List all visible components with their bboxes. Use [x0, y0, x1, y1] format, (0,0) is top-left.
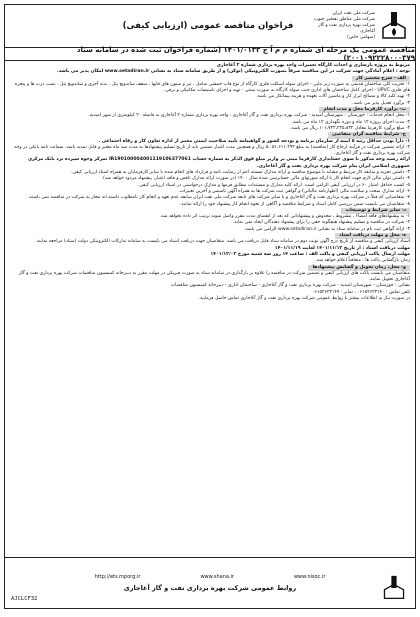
org-name	[313, 11, 375, 41]
paragraph: ۱- دارا بودن حداقل رتبه ۵ ابنیه از سازمان برنامه و بودجه کشور و گواهینامه تأیید صلاحیت ایمنی معتبر از اداره تعاون کار و رفاه اجتماعی .	[98, 138, 410, 144]
paragraph: متقاضیان می بایست پاکت های ارزیابی کیفی و تضمین شرکت در مناقصه را علاوه بر بارگذاری در سامانه ستاد به صورت فیزیکی در مهلت مقرر به دبیرخانه کمیسیون مناقصات شرکت بهره برداری نفت و گاز آغاجاری تحویل نمایند.	[18, 270, 410, 283]
paragraph: ۳- برآورد تعدیل پذیر می باشد.	[352, 100, 410, 106]
paragraph: ۲- شرکت در مناقصه و تسلیم پیشنهاد هیچگونه حقی را برای پیشنهاد دهندگان ایجاد نمی نماید.	[232, 220, 410, 226]
paragraph: ۲- تهیه کلیه کالا و مصالح ابزار کار و ماشین آلات بعهده و هزینه پیمانکار می باشد.	[256, 94, 410, 100]
paragraph: ۳- داشتن تجربه و سابقه کار مرتبط و مشابه با موضوع مناقصه و ارائه مدارک مستند اعم از رضایت نامه و قرارداد های انجام شده با سایر کارفرمایان به همراه اسناد ارزیابی کیفی.	[70, 170, 410, 176]
org-line: شرکت ملی نفت ایران	[332, 11, 375, 16]
footer	[5, 557, 415, 608]
paragraph: توجه : اعلام آمادگی جهت شرکت در این مناقصه صرفاً بصورت الکترونیکی (توکن) و از طریق سامانه ستاد به نشانی www.setadiran.ir امکان پذیر می باشد.	[56, 69, 410, 75]
paragraph: ۸- متقاضیان می بایست ضمن بررسی کامل اسناد و شرایط مناقصه و آگاهی از نحوه انجام کار پیشنهاد خود را ارائه نمایند.	[179, 201, 410, 207]
oil-company-logo-icon	[379, 10, 409, 42]
section-heading: د- سایر شرایط و توضیحات	[341, 208, 410, 214]
paragraph: ۲- ارائه تضمین شرکت در فرآیند ارجاع کار (مناقصه) به مبلغ ۵،۰۵۱،۶۱۱،۲۹۲ ریال و همچنین مدت اعتبار تضمین باید از تاریخ تسلیم پیشنهادها به مدت سه ماه معتبر و قابل تمدید باشد. ضمانت نامه بانکی در وجه شرکت بهره برداری نفت و گاز آغاجاری.	[14, 144, 410, 157]
paragraph: مربوط به پروژه بازسازی و احداث کارگاه تعمیرات واحد بهره برداری شماره ۲ آغاجاری	[216, 63, 410, 68]
paragraph: مهلت دریافت اسناد : از تاریخ ۱۴۰۱/۱۱/۱۲ لغایت ۱۴۰۱/۱۱/۱۹	[274, 245, 410, 251]
footer-links	[95, 574, 326, 580]
paragraph: زمان بازگشایی پاکت ها : متعاقباً اعلام خواهد شد.	[315, 258, 410, 264]
paragraph: ۱- محل انجام خدمات : خوزستان - شهرستان امیدیه - شرکت بهره برداری نفت و گاز آغاجاری ، واحد بهره برداری شماره ۲ آغاجاری به فاصله ۲۰ کیلومتری از شهر امیدیه.	[88, 113, 410, 119]
org-line: (سهامی خاص)	[347, 35, 375, 40]
paragraph: در صورت نیاز به اطلاعات بیشتر با روابط عمومی شرکت بهره برداری نفت و گاز آغاجاری تماس حاصل فرمایید.	[198, 295, 410, 301]
paragraph: ۱- به پیشنهادهای فاقد امضاء ، مشروط ، مخدوش و پیشنهاداتی که بعد از انقضای مدت مقرر واصل شوند ترتیب اثر داده نخواهد شد.	[159, 214, 410, 220]
paragraph: ۷- متقاضیانی که قبلاً در شرکت بهره برداری نفت و گاز آغاجاری و یا سایر شرکت های تابعه شرکت ملی نفت ایران سابقه عدم تعهد و انجام کار نامطلوب داشته اند مجاز به شرکت در مناقصه نمی باشند.	[27, 195, 410, 201]
paragraph: ۳- ارائه گواهی ثبت نام در سامانه ستاد به نشانی www.setadiran.ir الزامی می باشد.	[244, 226, 410, 232]
paragraph: ۴- داشتن توان مالی لازم جهت انجام کار با ارائه صورتهای مالی حسابرسی شده سال ۱۴۰۰ (در صورت ارائه مدارک ناقص و فاقد اعتبار، پیشنهاد مردود خواهد شد).	[101, 176, 410, 182]
tender-notice	[4, 4, 416, 609]
paragraph: مهلت ارسال پاکت ارزیابی کیفی و پاکت الف : ساعت ۱۴ روز سه شنبه مورخ ۱۴۰۱/۱۲/۰۲	[210, 251, 410, 257]
oil-company-logo-icon	[381, 574, 407, 602]
company-logo	[313, 10, 409, 42]
paragraph: ارائه رسید وجه مذکور با سوی حسابداری کارفرما مبنی بر واریز مبلغ فوق الذکر به شماره حساب IR190100004001119106377061 تمرکز وجوه سپرده نزد بانک مرکزی جمهوری اسلامی ایران بنام شرکت بهره برداری نفت و گاز آغاجاری.	[27, 157, 410, 169]
notice-subtitle: مناقصه عمومی یک مرحله ای شماره م م آ ج ۱۴۰۱/۰۱۳۳ (شماره فراخوان ثبت شده در سامانه ستاد ۲۰۰۱۰۹۲۲۲۸۰۰۰۳۷۹)	[5, 48, 415, 61]
org-line: شرکت ملی مناطق نفتخیز جنوب	[314, 17, 375, 22]
paragraph: ۲- مدت اجرای پروژه ۱۲ ماه و دوره نگهداری ۱۲ ماه می باشد.	[291, 119, 410, 125]
header	[5, 5, 415, 48]
paragraph: اسناد ارزیابی کیفی و مناقصه از تاریخ درج آگهی نوبت دوم در سامانه ستاد قابل دریافت می باشد. متقاضیان جهت دریافت اسناد می بایست به سامانه تدارکات الکترونیکی دولت (ستاد) مراجعه نمایند.	[35, 239, 410, 245]
paragraph: نشانی : خوزستان - شهرستان امیدیه - شرکت بهره برداری نفت و گاز آغاجاری - ساختمان اداری - دبیرخانه کمیسیون مناقصات	[170, 283, 410, 289]
notice-body	[5, 61, 415, 562]
paragraph: ۵- کسب حداقل امتیاز ۶۰ در ارزیابی کیفی الزامی است. ارائه کلیه مدارک و مستندات مطابق فرمها و مدارک درخواستی در اسناد ارزیابی کیفی.	[137, 182, 410, 188]
section-heading: ب- برآورد کارفرما محل و مدت انجام	[319, 107, 410, 113]
paragraph: ۱- تخریب کلی ساختمان قدیمی به صورت زیر بنایی - اجرای سوله اسکلت فلزی کارگاه از نوع قاب خمشی شامل ، تیر و ستون های قابها ، سقف ساندویچ پنل ، بدنه آجری و ساندویچ پنل ، نصب درب ها و پنجره های فلزی UPVC - اجرای کامل ساختمان های اداری جنب سوله کارگاه به صورت سنتی - تهیه و اجرای تاسیسات مکانیکی و برقی.	[14, 81, 410, 94]
footer-link[interactable]: www.shana.ir	[200, 574, 234, 580]
paragraph: تلفن تماس : ۰۶۱۵۲۶۲۳۱۴۰ ، نمابر : ۰۶۱۵۲۶۲۳۱۴۷	[312, 289, 410, 295]
org-line: شرکت بهره برداری نفت و گاز آغاجاری	[318, 23, 375, 34]
section-heading: ه- محل و مهلت دریافت اسناد	[335, 233, 410, 239]
notice-title: فراخوان مناقصه عمومی (ارزیابی کیفی)	[122, 21, 294, 31]
section-heading: ج- شرایط مناقصه گران متقاضی	[328, 132, 410, 138]
paragraph: ۶- ارائه مدارک صحت و سلامت مالی (اظهارنامه مالیاتی) و گواهی ثبت شرکت ها به همراه آگهی تاسیس و آخرین تغییرات.	[178, 188, 410, 194]
footer-link[interactable]: www.nisoc.ir	[293, 574, 326, 580]
footer-link[interactable]: http://ets.mporg.ir	[94, 574, 141, 580]
notice-code: AJCLCF32	[11, 596, 38, 602]
paragraph: ۳- مبلغ برآورد کارفرما معادل ۱۰۱،۷۲۲،۲۲۵،۸۳۲ ریال می باشد.	[289, 125, 410, 131]
footer-title: روابط عمومی شرکت بهره برداری نفت و گاز آغاجاری	[123, 584, 297, 592]
section-heading: الف - شرح مختصر کار	[352, 76, 410, 82]
section-heading: و- محل، زمان تحویل و گشایش پیشنهادها	[308, 265, 410, 271]
